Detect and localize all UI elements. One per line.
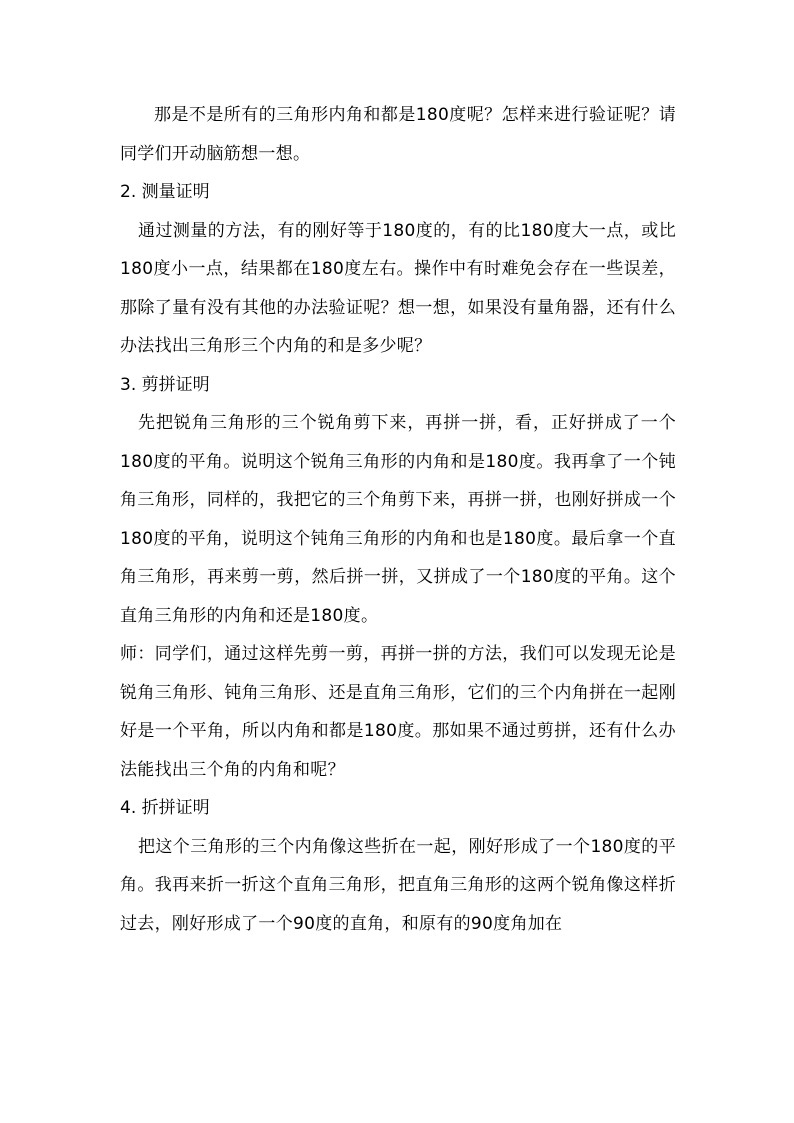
fold-and-join-proof-paragraph: 把这个三角形的三个内角像这些折在一起，刚好形成了一个180度的平角。我再来折一折这个直角三角形，把直角三角形的这两个锐角像这样折过去，刚好形成了一个90度的直角，和原有的90度角加在 — [120, 836, 676, 934]
section-heading-fold-and-join: 4. 折拼证明 — [120, 798, 210, 818]
cut-and-join-proof-paragraph: 先把锐角三角形的三个锐角剪下来，再拼一拼，看，正好拼成了一个180度的平角。说明这个锐角三角形的内角和是180度。我再拿了一个钝角三角形，同样的，我把它的三个角剪下来，再拼一拼，也刚好拼成一个180度的平角，说明这个钝角三角形的内角和也是180度。最后拿一个直角三角形，再来剪一剪，然后拼一拼，又拼成了一个180度的平角。这个直角三角形的内角和还是180度。 — [120, 413, 676, 626]
intro-question-paragraph: 那是不是所有的三角形内角和都是180度呢？怎样来进行验证呢？请同学们开动脑筋想一想。 — [120, 105, 676, 164]
section-heading-measure: 2. 测量证明 — [120, 182, 210, 202]
document-page — [120, 96, 676, 943]
section-heading-cut-and-join: 3. 剪拼证明 — [120, 374, 210, 395]
measure-proof-paragraph: 通过测量的方法，有的刚好等于180度的，有的比180度大一点，或比180度小一点，结果都在180度左右。操作中有时难免会存在一些误差，那除了量有没有其他的办法验证呢？想一想，如果没有量角器，还有什么办法找出三角形三个内角的和是多少呢？ — [120, 220, 676, 356]
teacher-remark-paragraph: 师：同学们，通过这样先剪一剪，再拼一拼的方法，我们可以发现无论是锐角三角形、钝角三角形、还是直角三角形，它们的三个内角拼在一起刚好是一个平角，所以内角和都是180度。那如果不通过剪拼，还有什么办法能找出三个角的内角和呢？ — [120, 644, 676, 780]
